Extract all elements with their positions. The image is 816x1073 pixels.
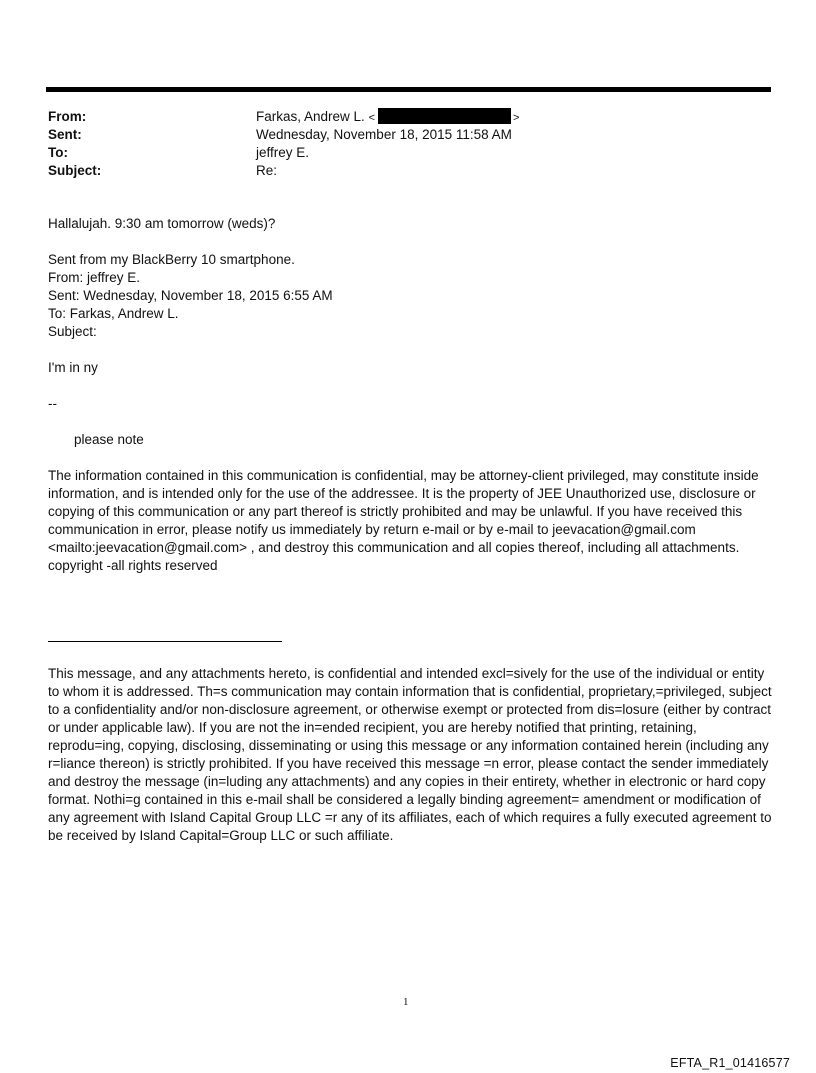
signature-dashes: [48, 395, 773, 413]
header-subject-row: [48, 162, 768, 180]
header-to-row: [48, 144, 768, 162]
document-id: EFTA_R1_01416577: [670, 1056, 790, 1070]
quoted-message: [48, 359, 773, 377]
blackberry-signature: Sent from my BlackBerry 10 smartphone.: [48, 252, 295, 267]
confidentiality-disclaimer-text: The information contained in this communication is confidential, may be attorney-client privileged, may constitute inside information, and is intended only for the use of the addressee. It is the property of JEE Unauthorized use, disclosure or copying of this communication or any part thereof is strictly prohibited and may be unlawful. If you have received this communication in error, please notify us immediately by return e-mail or by e-mail to jeevacation@gmail.com <mailto:jeevacation@gmail.com> , and destroy this communication and all copies thereof, including all attachments. copyright -all rights reserved: [48, 468, 759, 573]
from-bracket-close: >: [513, 112, 520, 124]
subject-value: Re:: [256, 163, 278, 178]
sent-value: Wednesday, November 18, 2015 11:58 AM: [256, 127, 512, 142]
email-header: [48, 108, 768, 180]
header-from-row: [48, 108, 768, 126]
please-note: [48, 431, 773, 449]
subject-label: Subject:: [48, 163, 102, 178]
to-value: jeffrey E.: [256, 145, 310, 160]
header-top-rule: [46, 87, 771, 92]
sent-label: Sent:: [48, 127, 82, 142]
header-sent-row: [48, 126, 768, 144]
footer-disclaimer-text: This message, and any attachments hereto, is confidential and intended excl=sively for the use of the individual or entity to whom it is addressed. Th=s communication may contain information that is confidential, proprietary,=privileged, subject to a confidentiality and/or non-disclosure agreement, or otherwise exempt or protected from dis=losure (either by contract or under applicable law). If you are not the in=ended recipient, you are hereby notified that printing, retaining, reprodu=ing, copying, disclosing, disseminating or using this message or any information contained herein (including any r=liance thereon) is strictly prohibited. If you have received this message =n error, please contact the sender immediately and destroy the message (in=luding any attachments) and any copies in their entirety, whether in electronic or hard copy format. Nothi=g contained in this e-mail shall be considered a legally binding agreement= amendment or modification of any agreement with Island Capital Group LLC =r any of its affiliates, each of which requires a fully executed agreement to be received by Island Capital=Group LLC or such affiliate.: [48, 666, 772, 843]
quoted-subject-line: Subject:: [48, 324, 97, 339]
from-label: From:: [48, 109, 87, 124]
reply-text: Hallalujah. 9:30 am tomorrow (weds)?: [48, 216, 276, 231]
from-value: [256, 108, 768, 126]
from-bracket-open: <: [368, 112, 376, 124]
from-name: Farkas, Andrew L.: [256, 109, 365, 124]
quoted-to-line: To: Farkas, Andrew L.: [48, 306, 179, 321]
footer-disclaimer: [48, 665, 773, 845]
to-label: To:: [48, 145, 68, 160]
quoted-sent-line: Sent: Wednesday, November 18, 2015 6:55 AM: [48, 288, 333, 303]
signature-dashes-text: --: [48, 396, 57, 411]
quoted-header: [48, 251, 773, 341]
confidentiality-disclaimer: [48, 467, 773, 575]
page-number: 1: [403, 996, 409, 1008]
quoted-from-line: From: jeffrey E.: [48, 270, 141, 285]
quoted-message-text: I'm in ny: [48, 360, 98, 375]
redaction-box: [378, 108, 511, 124]
footer-separator: [48, 641, 282, 642]
please-note-text: please note: [74, 432, 144, 447]
reply-message: [48, 215, 773, 233]
